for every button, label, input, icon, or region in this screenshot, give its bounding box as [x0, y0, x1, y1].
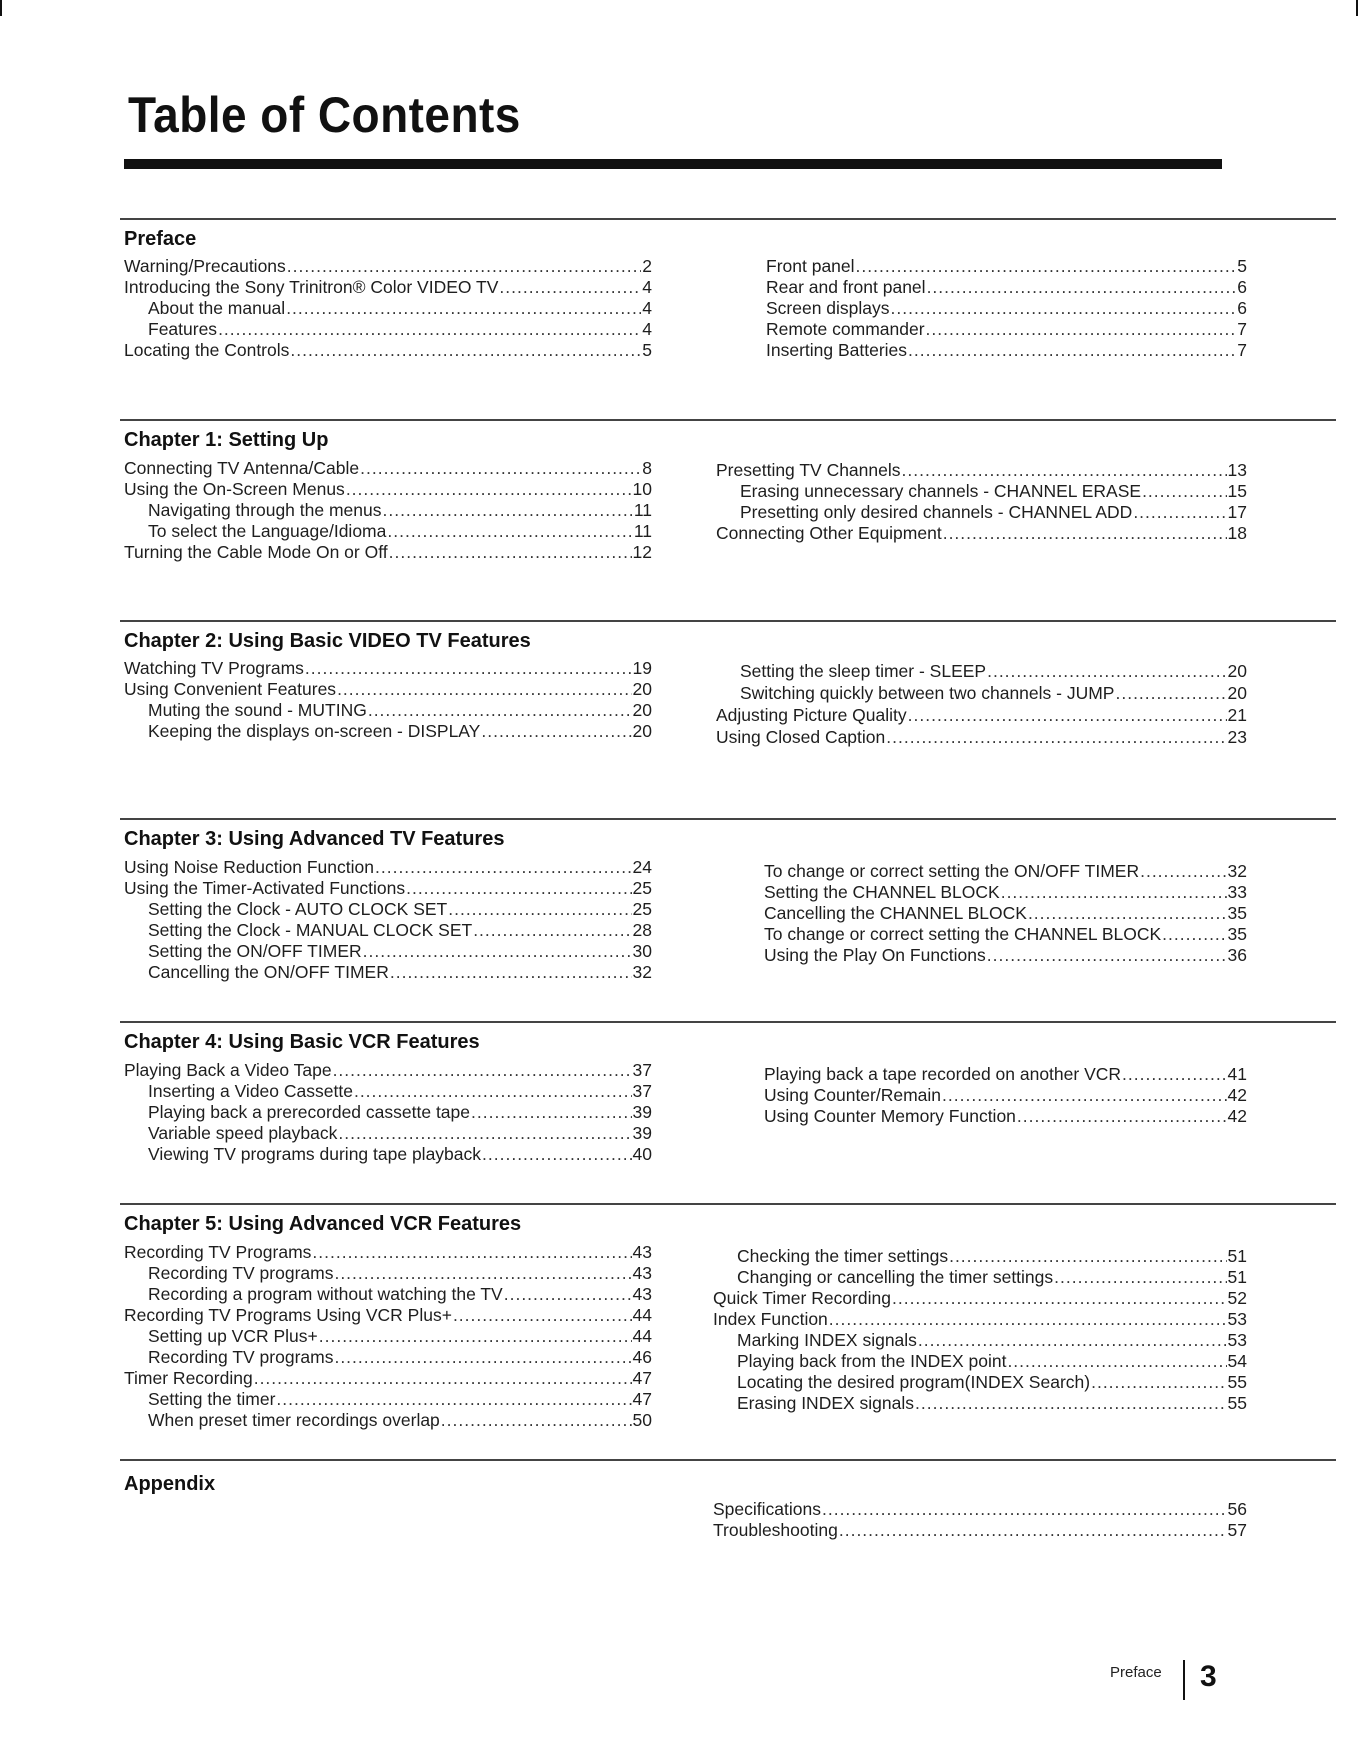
section-heading: Preface	[124, 228, 197, 250]
dot-leader	[333, 1060, 632, 1081]
toc-entry-page: 12	[632, 542, 652, 562]
toc-entry[interactable]	[124, 857, 652, 878]
toc-entry[interactable]	[737, 1372, 1247, 1393]
dot-leader	[482, 1144, 632, 1165]
toc-entry-title: Locating the desired program(INDEX Search)	[737, 1372, 1091, 1392]
toc-entry-page: 4	[642, 277, 652, 297]
toc-entry-title: Index Function	[713, 1309, 828, 1329]
dot-leader	[338, 1123, 631, 1144]
dot-leader	[1140, 861, 1226, 882]
toc-entry-page: 51	[1227, 1267, 1247, 1287]
toc-entry[interactable]	[124, 878, 652, 899]
toc-entry-page: 32	[632, 962, 652, 982]
dot-leader	[891, 298, 1237, 319]
section-heading: Chapter 2: Using Basic VIDEO TV Features	[124, 630, 531, 652]
toc-entry-page: 11	[633, 500, 652, 520]
toc-entry-title: Using the On-Screen Menus	[124, 479, 345, 499]
dot-leader	[382, 500, 632, 521]
toc-entry[interactable]	[716, 523, 1247, 544]
toc-entry-page: 51	[1227, 1246, 1247, 1266]
toc-entry-title: To change or correct setting the ON/OFF TIMER	[764, 861, 1140, 881]
toc-entry-page: 8	[642, 458, 652, 478]
toc-entry-title: To select the Language/Idioma	[148, 521, 387, 541]
toc-entry-page: 7	[1237, 340, 1247, 360]
toc-entry-title: Rear and front panel	[766, 277, 926, 297]
toc-entry-page: 55	[1227, 1393, 1247, 1413]
toc-entry[interactable]	[766, 277, 1247, 298]
toc-entry[interactable]	[764, 903, 1247, 924]
toc-entry-page: 33	[1227, 882, 1247, 902]
toc-entry-title: Troubleshooting	[713, 1520, 838, 1540]
toc-entry[interactable]	[740, 502, 1247, 523]
toc-entry-page: 13	[1227, 460, 1247, 480]
left-edge-mark	[0, 0, 2, 16]
dot-leader	[918, 1330, 1227, 1351]
dot-leader	[1028, 903, 1227, 924]
toc-entry-title: Front panel	[766, 256, 855, 276]
dot-leader	[499, 277, 641, 298]
toc-entry[interactable]	[124, 479, 652, 500]
toc-entry-page: 40	[632, 1144, 652, 1164]
toc-entry-title: Playing back a prerecorded cassette tape	[148, 1102, 470, 1122]
toc-entry-page: 20	[1227, 661, 1247, 681]
dot-leader	[839, 1520, 1227, 1541]
toc-entry-page: 4	[642, 319, 652, 339]
toc-section-chapter-5	[118, 1203, 1334, 1235]
dot-leader	[448, 899, 631, 920]
toc-entry-title: Locating the Controls	[124, 340, 290, 360]
dot-leader	[473, 920, 631, 941]
toc-entry-page: 28	[632, 920, 652, 940]
toc-entry-title: When preset timer recordings overlap	[148, 1410, 440, 1430]
dot-leader	[1007, 1351, 1226, 1372]
toc-entry-page: 15	[1227, 481, 1247, 501]
toc-entry-title: Recording TV Programs Using VCR Plus+	[124, 1305, 452, 1325]
dot-leader	[337, 679, 631, 700]
toc-entry[interactable]	[148, 1263, 652, 1284]
toc-entry-page: 35	[1227, 903, 1247, 923]
toc-entry-page: 32	[1227, 861, 1247, 881]
toc-entry[interactable]	[148, 920, 652, 941]
toc-entry-page: 47	[632, 1368, 652, 1388]
toc-entry-page: 18	[1227, 523, 1247, 543]
dot-leader	[902, 460, 1227, 481]
dot-leader	[287, 256, 641, 277]
dot-leader	[943, 523, 1227, 544]
toc-entry[interactable]	[764, 861, 1247, 882]
dot-leader	[908, 705, 1227, 726]
dot-leader	[1162, 924, 1226, 945]
dot-leader	[319, 1326, 632, 1347]
toc-entry-page: 20	[632, 700, 652, 720]
toc-entry[interactable]	[148, 298, 652, 319]
dot-leader	[390, 962, 632, 983]
toc-entry-page: 56	[1227, 1499, 1247, 1519]
toc-entry[interactable]	[740, 481, 1247, 502]
toc-entry-title: Playing back from the INDEX point	[737, 1351, 1007, 1371]
toc-entry[interactable]	[148, 500, 652, 521]
toc-entry-title: Erasing INDEX signals	[737, 1393, 915, 1413]
dot-leader	[926, 319, 1237, 340]
toc-entry[interactable]	[148, 721, 652, 742]
toc-entry-page: 55	[1227, 1372, 1247, 1392]
footer-divider	[1183, 1660, 1185, 1700]
toc-entry[interactable]	[764, 1106, 1247, 1127]
dot-leader	[360, 458, 641, 479]
dot-leader	[375, 857, 632, 878]
toc-entry-title: Inserting a Video Cassette	[148, 1081, 353, 1101]
dot-leader	[312, 1242, 631, 1263]
toc-entry[interactable]	[716, 727, 1247, 748]
section-rule	[120, 419, 1336, 421]
toc-section-chapter-1	[118, 419, 1334, 451]
toc-entry-title: Recording TV Programs	[124, 1242, 312, 1262]
section-rule	[120, 1459, 1336, 1461]
toc-entry[interactable]	[148, 319, 652, 340]
toc-entry[interactable]	[148, 1347, 652, 1368]
dot-leader	[453, 1305, 632, 1326]
toc-entry-page: 37	[632, 1081, 652, 1101]
toc-entry-page: 43	[632, 1242, 652, 1262]
toc-entry-title: Setting the ON/OFF TIMER	[148, 941, 362, 961]
toc-entry-title: Variable speed playback	[148, 1123, 338, 1143]
dot-leader	[1091, 1372, 1226, 1393]
toc-entry-page: 17	[1227, 502, 1247, 522]
section-heading: Chapter 1: Setting Up	[124, 429, 329, 451]
toc-entry[interactable]	[148, 1284, 652, 1305]
toc-entry-page: 5	[1237, 256, 1247, 276]
toc-entry[interactable]	[713, 1288, 1247, 1309]
dot-leader	[441, 1410, 632, 1431]
toc-entry-page: 20	[632, 721, 652, 741]
section-heading: Appendix	[124, 1473, 216, 1495]
toc-entry-title: About the manual	[148, 298, 286, 318]
toc-entry-title: Using Closed Caption	[716, 727, 886, 747]
toc-entry-page: 6	[1237, 277, 1247, 297]
toc-entry-page: 37	[632, 1060, 652, 1080]
toc-entry-title: Presetting TV Channels	[716, 460, 901, 480]
section-rule	[120, 1021, 1336, 1023]
dot-leader	[354, 1081, 632, 1102]
toc-entry-title: Setting the Clock - AUTO CLOCK SET	[148, 899, 448, 919]
toc-entry-title: Quick Timer Recording	[713, 1288, 891, 1308]
dot-leader	[368, 700, 632, 721]
toc-entry[interactable]	[124, 340, 652, 361]
dot-leader	[1115, 683, 1226, 704]
toc-entry-title: Switching quickly between two channels - JUMP	[740, 683, 1115, 703]
toc-entry-title: Checking the timer settings	[737, 1246, 949, 1266]
toc-entry-page: 39	[632, 1102, 652, 1122]
toc-entry[interactable]	[148, 1081, 652, 1102]
toc-entry-title: Screen displays	[766, 298, 890, 318]
toc-entry-title: Keeping the displays on-screen - DISPLAY	[148, 721, 481, 741]
toc-entry[interactable]	[148, 962, 652, 983]
toc-entry-title: Erasing unnecessary channels - CHANNEL ERASE	[740, 481, 1142, 501]
toc-entry-title: Specifications	[713, 1499, 821, 1519]
toc-entry[interactable]	[737, 1267, 1247, 1288]
toc-entry[interactable]	[764, 1085, 1247, 1106]
toc-entry[interactable]	[124, 277, 652, 298]
footer-section-label: Preface	[1110, 1664, 1162, 1681]
toc-entry-title: Connecting Other Equipment	[716, 523, 942, 543]
toc-entry-title: Adjusting Picture Quality	[716, 705, 907, 725]
dot-leader	[886, 727, 1226, 748]
toc-entry-page: 19	[632, 658, 652, 678]
toc-entry-title: Changing or cancelling the timer settings	[737, 1267, 1054, 1287]
toc-entry-title: Recording TV programs	[148, 1263, 334, 1283]
toc-entry[interactable]	[148, 941, 652, 962]
toc-entry[interactable]	[766, 256, 1247, 277]
toc-section-chapter-4	[118, 1021, 1334, 1053]
section-heading: Chapter 3: Using Advanced TV Features	[124, 828, 505, 850]
toc-entry-page: 50	[632, 1410, 652, 1430]
dot-leader	[218, 319, 641, 340]
page-title: Table of Contents	[128, 87, 521, 143]
toc-entry-title: Playing Back a Video Tape	[124, 1060, 332, 1080]
toc-entry-title: Remote commander	[766, 319, 925, 339]
toc-entry[interactable]	[124, 658, 652, 679]
dot-leader	[363, 941, 632, 962]
dot-leader	[286, 298, 641, 319]
dot-leader	[822, 1499, 1227, 1520]
toc-entry[interactable]	[766, 298, 1247, 319]
toc-entry[interactable]	[124, 1368, 652, 1389]
toc-entry[interactable]	[148, 1389, 652, 1410]
toc-entry-page: 30	[632, 941, 652, 961]
toc-entry-title: Cancelling the CHANNEL BLOCK	[764, 903, 1027, 923]
toc-entry[interactable]	[713, 1499, 1247, 1520]
toc-entry-title: Features	[148, 319, 218, 339]
dot-leader	[1133, 502, 1226, 523]
toc-entry[interactable]	[737, 1393, 1247, 1414]
toc-entry-page: 20	[632, 679, 652, 699]
toc-entry[interactable]	[148, 1102, 652, 1123]
toc-entry-page: 25	[632, 899, 652, 919]
toc-entry-title: Using the Timer-Activated Functions	[124, 878, 406, 898]
toc-entry[interactable]	[766, 340, 1247, 361]
dot-leader	[949, 1246, 1226, 1267]
toc-entry[interactable]	[713, 1520, 1247, 1541]
dot-leader	[346, 479, 632, 500]
toc-entry-page: 5	[642, 340, 652, 360]
dot-leader	[987, 661, 1226, 682]
toc-entry[interactable]	[737, 1246, 1247, 1267]
toc-entry-page: 43	[632, 1284, 652, 1304]
dot-leader	[481, 721, 631, 742]
toc-entry-title: Connecting TV Antenna/Cable	[124, 458, 360, 478]
dot-leader	[856, 256, 1237, 277]
toc-entry-title: Muting the sound - MUTING	[148, 700, 367, 720]
dot-leader	[892, 1288, 1227, 1309]
dot-leader	[334, 1347, 631, 1368]
footer-page-number: 3	[1200, 1660, 1217, 1693]
toc-entry[interactable]	[740, 661, 1247, 682]
toc-entry[interactable]	[124, 1305, 652, 1326]
toc-entry[interactable]	[124, 542, 652, 563]
dot-leader	[276, 1389, 631, 1410]
section-heading: Chapter 4: Using Basic VCR Features	[124, 1031, 480, 1053]
dot-leader	[1001, 882, 1227, 903]
toc-entry-page: 53	[1227, 1330, 1247, 1350]
toc-entry-title: Using Noise Reduction Function	[124, 857, 374, 877]
dot-leader	[942, 1085, 1227, 1106]
toc-entry[interactable]	[764, 924, 1247, 945]
toc-entry[interactable]	[716, 705, 1247, 726]
toc-entry-page: 44	[632, 1326, 652, 1346]
toc-entry-page: 23	[1227, 727, 1247, 747]
toc-entry-title: Cancelling the ON/OFF TIMER	[148, 962, 389, 982]
toc-entry-page: 53	[1227, 1309, 1247, 1329]
toc-entry[interactable]	[764, 882, 1247, 903]
toc-entry-title: Using the Play On Functions	[764, 945, 986, 965]
toc-entry-title: Playing back a tape recorded on another VCR	[764, 1064, 1122, 1084]
dot-leader	[406, 878, 631, 899]
toc-entry-page: 35	[1227, 924, 1247, 944]
toc-entry-page: 6	[1237, 298, 1247, 318]
toc-entry[interactable]	[124, 256, 652, 277]
toc-entry[interactable]	[148, 1123, 652, 1144]
toc-entry-title: Presetting only desired channels - CHANNEL ADD	[740, 502, 1133, 522]
toc-entry-title: Warning/Precautions	[124, 256, 286, 276]
dot-leader	[471, 1102, 632, 1123]
toc-entry[interactable]	[764, 945, 1247, 966]
toc-entry-page: 11	[633, 521, 652, 541]
toc-entry-title: Using Convenient Features	[124, 679, 337, 699]
toc-entry-page: 47	[632, 1389, 652, 1409]
toc-entry-title: Setting the timer	[148, 1389, 276, 1409]
toc-entry-title: To change or correct setting the CHANNEL BLOCK	[764, 924, 1162, 944]
dot-leader	[927, 277, 1237, 298]
toc-entry-page: 46	[632, 1347, 652, 1367]
dot-leader	[1122, 1064, 1227, 1085]
toc-entry[interactable]	[148, 521, 652, 542]
toc-entry-title: Marking INDEX signals	[737, 1330, 917, 1350]
toc-entry-page: 44	[632, 1305, 652, 1325]
toc-section-preface	[118, 218, 1334, 250]
toc-section-chapter-2	[118, 620, 1334, 652]
toc-entry-page: 20	[1227, 683, 1247, 703]
toc-entry-title: Using Counter/Remain	[764, 1085, 942, 1105]
dot-leader	[254, 1368, 632, 1389]
toc-entry[interactable]	[737, 1351, 1247, 1372]
toc-entry[interactable]	[124, 1060, 652, 1081]
toc-entry-page: 2	[642, 256, 652, 276]
dot-leader	[1017, 1106, 1227, 1127]
section-rule	[120, 818, 1336, 820]
toc-entry-title: Introducing the Sony Trinitron® Color VIDEO TV	[124, 277, 499, 297]
toc-entry[interactable]	[740, 683, 1247, 704]
toc-entry-page: 39	[632, 1123, 652, 1143]
toc-entry-title: Recording TV programs	[148, 1347, 334, 1367]
toc-entry-page: 36	[1227, 945, 1247, 965]
dot-leader	[389, 542, 632, 563]
toc-entry[interactable]	[148, 700, 652, 721]
title-rule	[124, 159, 1222, 169]
dot-leader	[987, 945, 1227, 966]
toc-entry-page: 41	[1227, 1064, 1247, 1084]
toc-entry-title: Timer Recording	[124, 1368, 253, 1388]
toc-entry[interactable]	[713, 1309, 1247, 1330]
toc-entry-page: 7	[1237, 319, 1247, 339]
toc-entry-page: 57	[1227, 1520, 1247, 1540]
dot-leader	[305, 658, 632, 679]
toc-entry[interactable]	[148, 1410, 652, 1431]
toc-entry-title: Setting the CHANNEL BLOCK	[764, 882, 1000, 902]
toc-section-chapter-3	[118, 818, 1334, 850]
toc-entry-page: 25	[632, 878, 652, 898]
dot-leader	[504, 1284, 632, 1305]
dot-leader	[387, 521, 632, 542]
toc-entry-title: Recording a program without watching the TV	[148, 1284, 503, 1304]
toc-entry-title: Viewing TV programs during tape playback	[148, 1144, 482, 1164]
toc-entry-page: 54	[1227, 1351, 1247, 1371]
dot-leader	[1054, 1267, 1226, 1288]
toc-entry-page: 42	[1227, 1085, 1247, 1105]
toc-entry[interactable]	[148, 899, 652, 920]
toc-entry-title: Watching TV Programs	[124, 658, 304, 678]
toc-entry[interactable]	[124, 458, 652, 479]
section-heading: Chapter 5: Using Advanced VCR Features	[124, 1213, 522, 1235]
toc-entry[interactable]	[124, 679, 652, 700]
toc-section-appendix	[118, 1459, 1334, 1495]
toc-entry-page: 52	[1227, 1288, 1247, 1308]
toc-entry-title: Setting up VCR Plus+	[148, 1326, 318, 1346]
section-rule	[120, 218, 1336, 220]
dot-leader	[290, 340, 641, 361]
toc-entry-title: Using Counter Memory Function	[764, 1106, 1016, 1126]
toc-entry[interactable]	[764, 1064, 1247, 1085]
dot-leader	[908, 340, 1236, 361]
dot-leader	[915, 1393, 1227, 1414]
toc-entry-page: 43	[632, 1263, 652, 1283]
toc-entry-page: 42	[1227, 1106, 1247, 1126]
toc-entry[interactable]	[148, 1144, 652, 1165]
toc-entry-title: Inserting Batteries	[766, 340, 908, 360]
right-edge-mark	[1356, 0, 1358, 16]
dot-leader	[829, 1309, 1227, 1330]
section-rule	[120, 1203, 1336, 1205]
toc-entry-page: 4	[642, 298, 652, 318]
toc-entry[interactable]	[737, 1330, 1247, 1351]
toc-entry-title: Setting the sleep timer - SLEEP	[740, 661, 987, 681]
toc-entry[interactable]	[148, 1326, 652, 1347]
toc-entry-page: 21	[1227, 705, 1247, 725]
toc-entry-title: Navigating through the menus	[148, 500, 382, 520]
toc-entry-page: 24	[632, 857, 652, 877]
toc-entry[interactable]	[716, 460, 1247, 481]
toc-entry-title: Setting the Clock - MANUAL CLOCK SET	[148, 920, 473, 940]
toc-entry-page: 10	[632, 479, 652, 499]
toc-entry-title: Turning the Cable Mode On or Off	[124, 542, 388, 562]
toc-entry[interactable]	[124, 1242, 652, 1263]
dot-leader	[334, 1263, 631, 1284]
dot-leader	[1142, 481, 1226, 502]
toc-entry[interactable]	[766, 319, 1247, 340]
section-rule	[120, 620, 1336, 622]
